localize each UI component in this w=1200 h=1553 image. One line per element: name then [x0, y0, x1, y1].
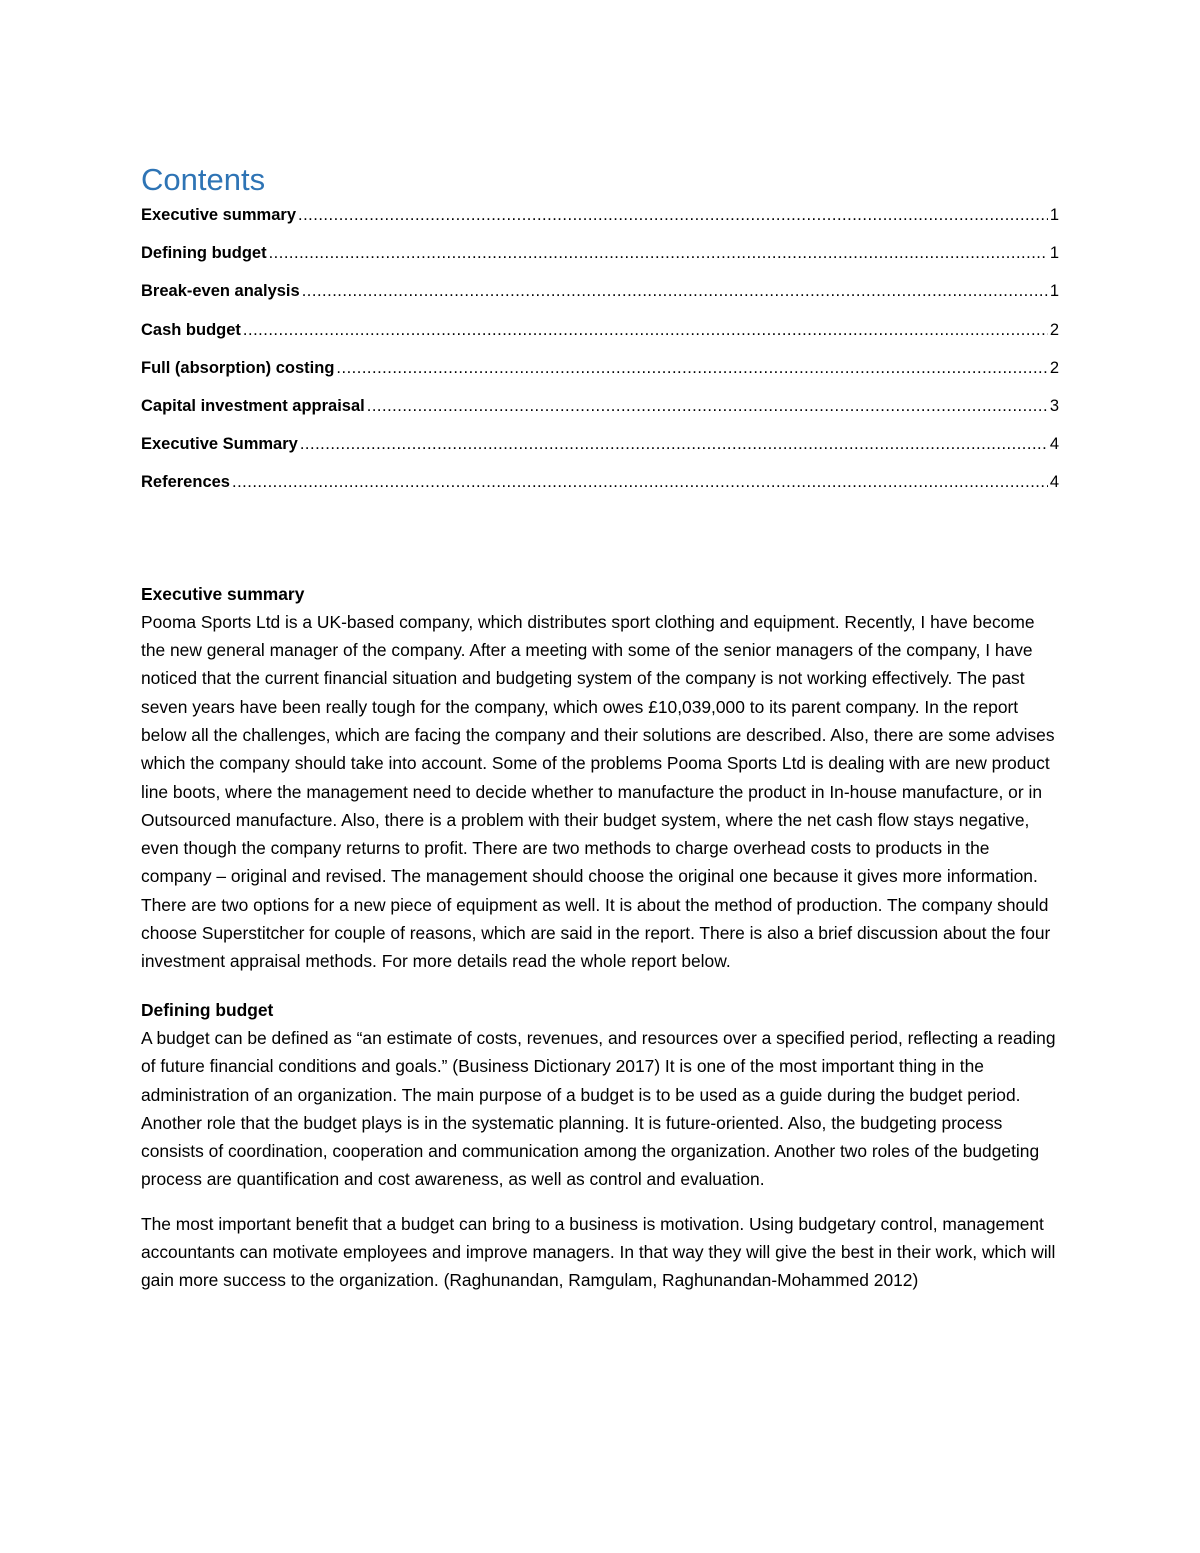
section-paragraph: A budget can be defined as “an estimate of costs, revenues, and resources over a specified period, reflecting a reading of future financial conditions and goals.” (Business Dictionary 2017) It is one of the most important thing in the administration of an organization. The main purpose of a budget is to be used as a guide during the budget period. Another role that the budget plays is in the systematic planning. It is future-oriented. Also, the budgeting process consists of coordination, cooperation and communication among the organization. Another two roles of the budgeting process are quantification and cost awareness, as well as control and evaluation. — [141, 1027, 1056, 1190]
toc-entry-label: References — [141, 473, 230, 492]
toc-dot-leader — [232, 473, 1048, 492]
toc-entry-page-number: 4 — [1049, 435, 1059, 454]
section-paragraph: The most important benefit that a budget can bring to a business is motivation. Using budgetary control, management accountants can motivate employees and improve managers. In that way they will give the best in their work, which will gain more success to the organization. (Raghunandan, Ramgulam, Raghunandan-Mohammed 2012) — [141, 1213, 1056, 1291]
toc-title: Contents — [141, 162, 266, 197]
toc-entry-label: Full (absorption) costing — [141, 358, 335, 377]
toc-entry-page-number: 1 — [1049, 206, 1059, 224]
toc-entry-defining-budget[interactable] — [141, 244, 1059, 282]
toc-entry-label: Executive Summary — [141, 435, 298, 454]
section-heading: Executive summary — [141, 583, 305, 604]
toc-entry-page-number: 4 — [1049, 473, 1059, 492]
toc-entry-label: Cash budget — [141, 320, 241, 339]
toc-dot-leader — [300, 435, 1048, 454]
toc-entry-executive-summary-2[interactable] — [141, 435, 1059, 473]
toc-entry-label: Capital investment appraisal — [141, 396, 365, 415]
toc-dot-leader — [367, 397, 1048, 416]
toc-entry-cash-budget[interactable] — [141, 321, 1059, 359]
toc-entry-break-even-analysis[interactable] — [141, 282, 1059, 320]
toc-entry-executive-summary[interactable] — [141, 206, 1059, 244]
toc-dot-leader — [243, 321, 1048, 340]
toc-entry-page-number: 2 — [1049, 320, 1059, 339]
toc-entry-capital-investment-appraisal[interactable] — [141, 397, 1059, 435]
table-of-contents — [141, 206, 1059, 512]
section-heading: Defining budget — [141, 999, 274, 1020]
toc-entry-label: Executive summary — [141, 206, 297, 224]
toc-entry-label: Break-even analysis — [141, 282, 300, 301]
toc-entry-references[interactable] — [141, 473, 1059, 511]
toc-entry-page-number: 1 — [1049, 282, 1059, 301]
document-content — [141, 160, 1059, 1295]
section-paragraph: Pooma Sports Ltd is a UK-based company, which distributes sport clothing and equipment. Recently, I have become the new general manager of the company. After a meeting with some of the senior managers of the company, I have noticed that the current financial situation and budgeting system of the company is not working effectively. The past seven years have been really tough for the company, which owes £10,039,000 to its parent company. In the report below all the challenges, which are facing the company and their solutions are described. Also, there are some advises which the company should take into account. Some of the problems Pooma Sports Ltd is dealing with are new product line boots, where the management need to decide whether to manufacture the product in In-house manufacture, or in Outsourced manufacture. Also, there is a problem with their budget system, where the net cash flow stays negative, even though the company returns to profit. There are two methods to charge overhead costs to products in the company – original and revised. The management should choose the original one because it gives more information. There are two options for a new piece of equipment as well. It is about the method of production. The company should choose Superstitcher for couple of reasons, which are said in the report. There is also a brief discussion about the four investment appraisal methods. For more details read the whole report below. — [141, 611, 1055, 972]
defining-budget-section — [141, 996, 1059, 1295]
toc-dot-leader — [336, 359, 1047, 378]
toc-entry-label: Defining budget — [141, 244, 267, 263]
toc-entry-page-number: 3 — [1049, 396, 1059, 415]
executive-summary-section — [141, 580, 1059, 976]
toc-dot-leader — [298, 206, 1048, 225]
toc-entry-page-number: 1 — [1049, 244, 1059, 263]
toc-dot-leader — [269, 244, 1048, 263]
toc-entry-page-number: 2 — [1049, 358, 1059, 377]
toc-entry-full-absorption-costing[interactable] — [141, 359, 1059, 397]
toc-dot-leader — [302, 282, 1048, 301]
